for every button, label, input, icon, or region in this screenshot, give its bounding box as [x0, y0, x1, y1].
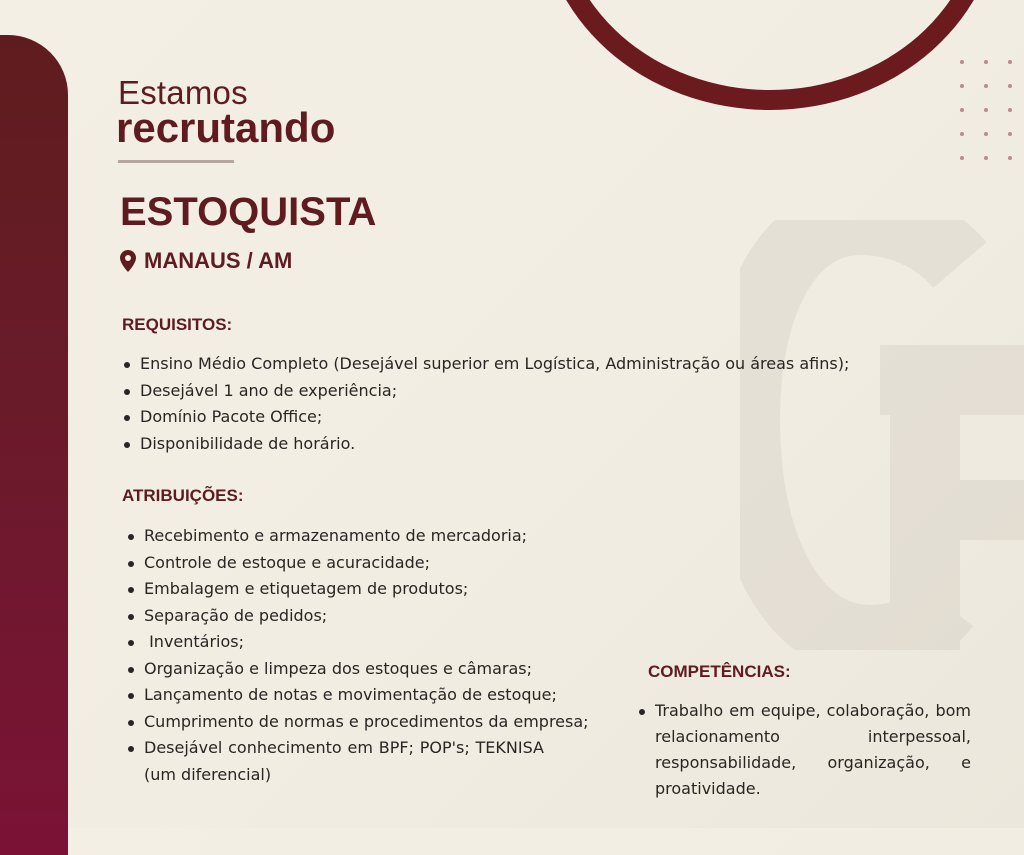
decorative-dot-grid	[960, 60, 1012, 160]
requisitos-title: REQUISITOS:	[122, 315, 233, 334]
list-item: Recebimento e armazenamento de mercadoria;	[126, 523, 596, 550]
job-location	[120, 248, 292, 274]
top-decorative-ring	[540, 0, 1000, 110]
left-decorative-bar	[0, 35, 68, 855]
job-title: ESTOQUISTA	[120, 190, 377, 234]
map-pin-icon	[120, 250, 136, 272]
list-item: Inventários;	[126, 629, 596, 656]
list-item: Disponibilidade de horário.	[122, 431, 922, 458]
list-item: Ensino Médio Completo (Desejável superior em Logística, Administração ou áreas afins);	[122, 351, 922, 378]
list-item: Desejável conhecimento em BPF; POP's; TEKNISA (um diferencial)	[126, 735, 544, 788]
list-item: Trabalho em equipe, colaboração, bom relacionamento interpessoal, responsabilidade, organização, e proatividade.	[637, 698, 971, 802]
list-item: Controle de estoque e acuracidade;	[126, 550, 596, 577]
headline-estamos: Estamos	[118, 74, 248, 111]
headline-underline	[118, 160, 234, 163]
list-item: Organização e limpeza dos estoques e câmaras;	[126, 656, 596, 683]
list-item: Lançamento de notas e movimentação de estoque;	[126, 682, 596, 709]
atribuicoes-title: ATRIBUIÇÕES:	[122, 486, 244, 505]
location-text: MANAUS / AM	[144, 248, 293, 273]
list-item: Domínio Pacote Office;	[122, 404, 922, 431]
list-item: Desejável 1 ano de experiência;	[122, 378, 922, 405]
requisitos-list	[122, 351, 922, 457]
competencias-list	[637, 698, 971, 802]
atribuicoes-list	[126, 523, 596, 788]
list-item: Embalagem e etiquetagem de produtos;	[126, 576, 596, 603]
list-item: Separação de pedidos;	[126, 603, 596, 630]
headline-recrutando: recrutando	[116, 104, 336, 151]
competencias-title: COMPETÊNCIAS:	[648, 662, 791, 681]
list-item: Cumprimento de normas e procedimentos da empresa;	[126, 709, 596, 736]
